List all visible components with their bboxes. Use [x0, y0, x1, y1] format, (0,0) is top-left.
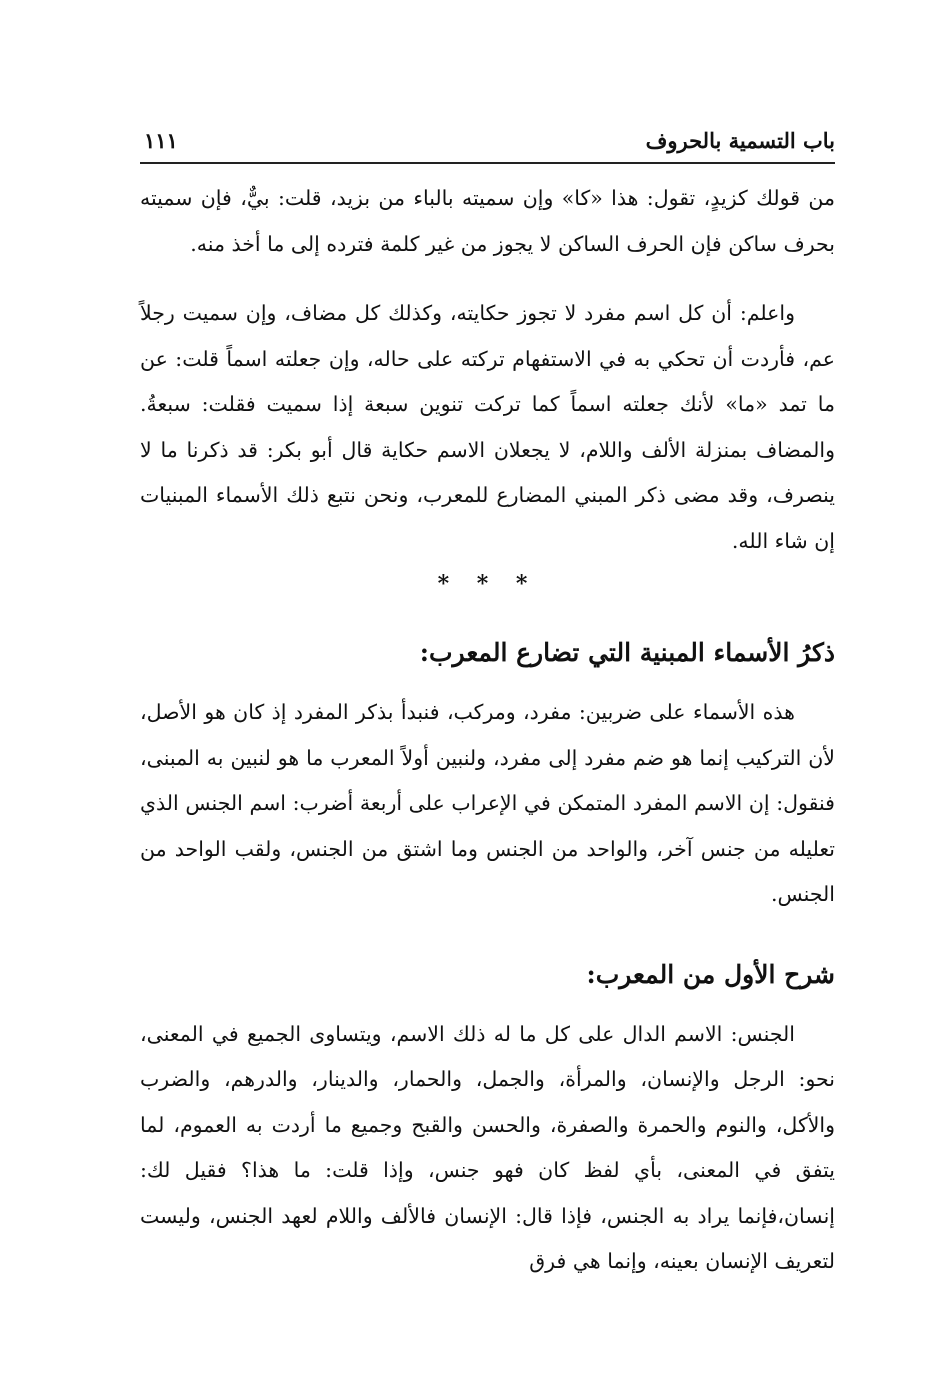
- page-header: [140, 118, 835, 164]
- section-separator: * * *: [437, 571, 538, 597]
- paragraph-4: الجنس: الاسم الدال على كل ما له ذلك الاسم، ويتساوى الجميع في المعنى، نحو: الرجل والإنسان، والمرأة، والجمل، والحمار، والدينار، والدرهم، والضرب والأكل، والنوم والحمرة والصفرة، والحسن والقبح وجميع ما أردت به العموم، لما يتفق في المعنى، بأي لفظ كان فهو جنس، وإذا قلت: ما هذا؟ فقيل لك: إنسان،فإنما يراد به الجنس، فإذا قال: الإنسان فالألف واللام لعهد الجنس، وليست لتعريف الإنسان بعينه، وإنما هي فرق: [140, 1021, 835, 1273]
- running-title: باب التسمية بالحروف: [645, 128, 835, 153]
- paragraph-3: هذه الأسماء على ضربين: مفرد، ومركب، فنبدأ بذكر المفرد إذ كان هو الأصل، لأن التركيب إنما هو ضم مفرد إلى مفرد، ولنبين أولاً المعرب ما هو لنبين به المبنى، فنقول: إن الاسم المفرد المتمكن في الإعراب على أربعة أضرب: اسم الجنس الذي تعليله من جنس آخر، والواحد من الجنس وما اشتق من الجنس، ولقب الواحد من الجنس.: [140, 700, 835, 906]
- paragraph-2: واعلم: أن كل اسم مفرد لا تجوز حكايته، وكذلك كل مضاف، وإن سميت رجلاً عم، فأردت أن تحكي به في الاستفهام تركته على حاله، وإن جعلته اسماً قلت: عن ما تمد «ما» لأنك جعلته اسماً كما تركت تنوين سبعة إذا سميت فقلت: سبعةُ. والمضاف بمنزلة الألف واللام، لا يجعلان الاسم حكاية قال أبو بكر: قد ذكرنا ما لا ينصرف، وقد مضى ذكر المبني المضارع للمعرب، ونحن نتبع ذلك الأسماء المبنيات إن شاء الله.: [140, 301, 835, 553]
- paragraph-gap: [140, 267, 835, 291]
- book-page: [140, 118, 835, 1285]
- section-heading-1: ذكرُ الأسماء المبنية التي تضارع المعرب:: [419, 638, 835, 667]
- page-body: [140, 164, 835, 1285]
- paragraph-1: من قولك كزيدٍ، تقول: هذا «كا» وإن سميته بالباء من بزيد، قلت: بيٌّ، فإن سميته بحرف ساكن فإن الحرف الساكن لا يجوز من غير كلمة فترده إلى ما أخذ منه.: [140, 186, 835, 256]
- page-number: ١١١: [144, 128, 178, 153]
- section-heading-2: شرح الأول من المعرب:: [586, 959, 835, 989]
